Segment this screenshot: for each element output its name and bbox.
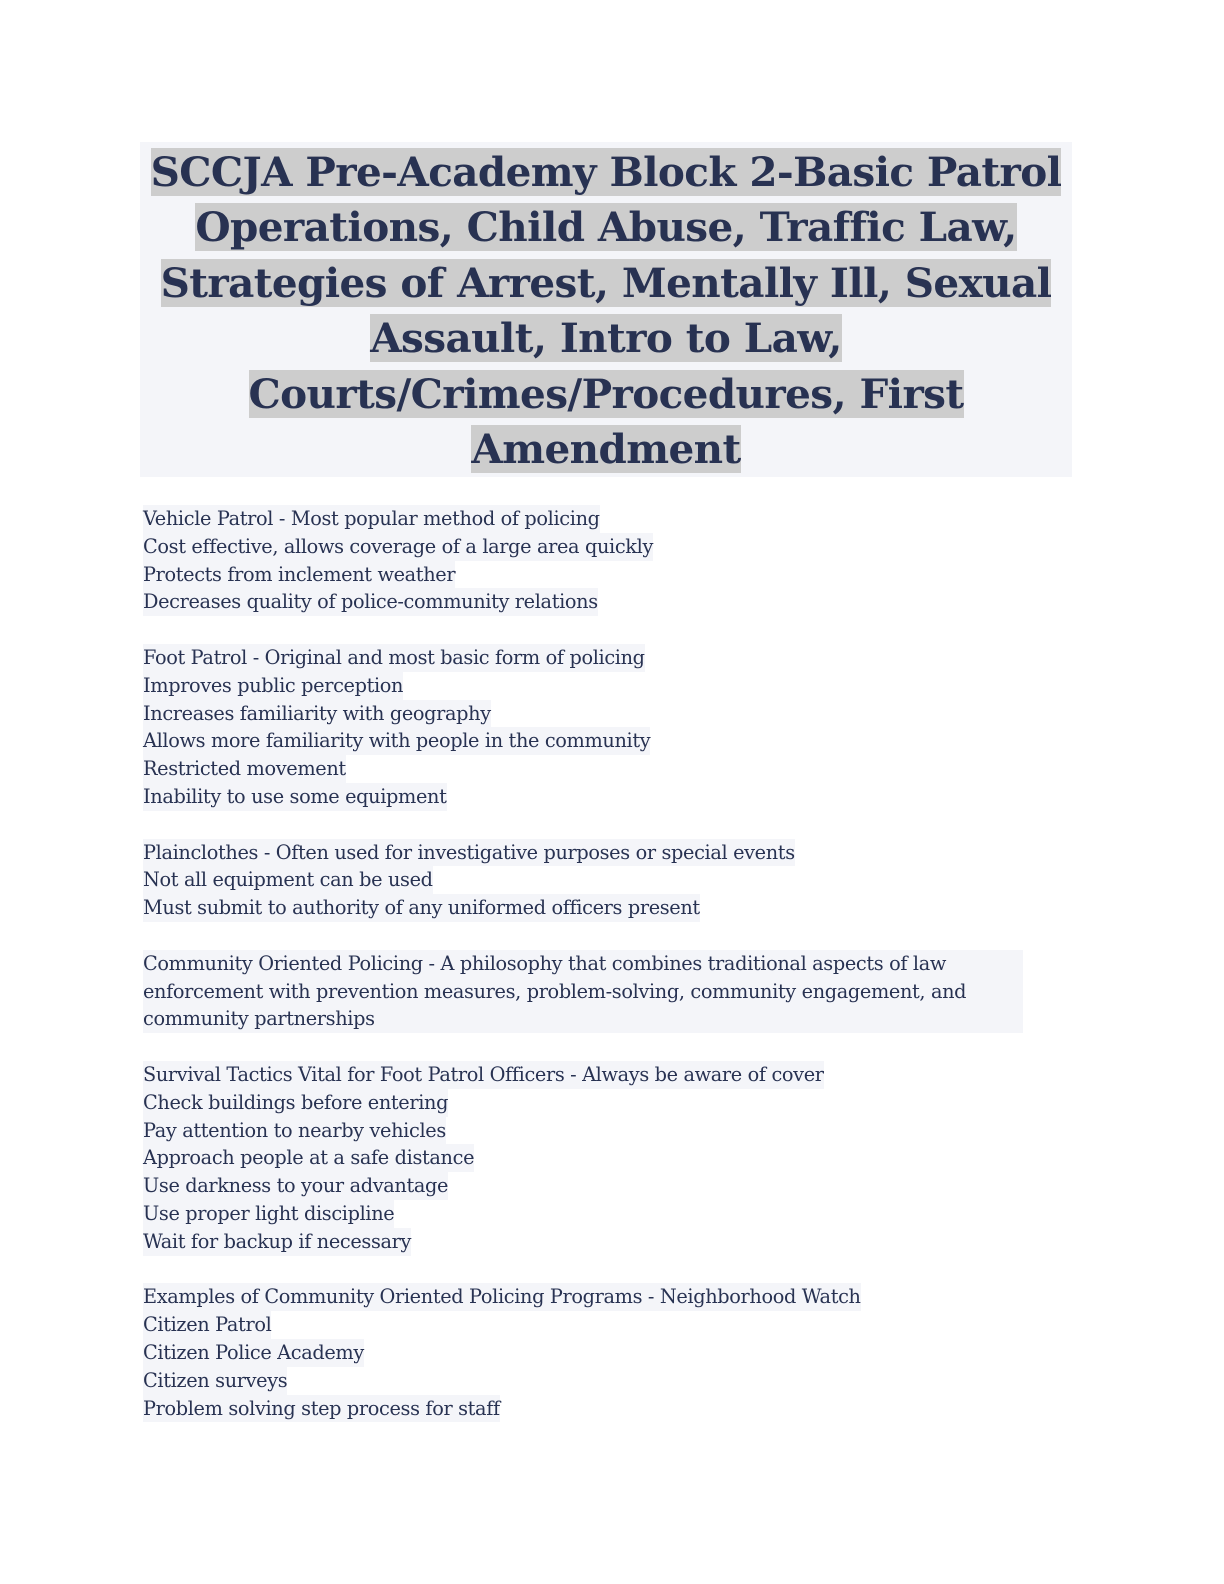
card-detail-line: Decreases quality of police-community relations: [143, 588, 598, 616]
card-detail-line: Allows more familiarity with people in the community: [143, 727, 650, 755]
card-detail-line: Use darkness to your advantage: [143, 1172, 448, 1200]
card-detail-line: Citizen Police Academy: [143, 1339, 364, 1367]
card-detail-line: Restricted movement: [143, 755, 346, 783]
flashcard-survival-tactics: [143, 1061, 1043, 1256]
title-line: Strategies of Arrest, Mentally Ill, Sexual: [160, 258, 1052, 307]
card-detail-line: Protects from inclement weather: [143, 561, 455, 589]
title-line: Amendment: [471, 425, 741, 474]
card-detail-line: Citizen Patrol: [143, 1311, 271, 1339]
document-title-block: [140, 142, 1072, 477]
card-detail-line: Wait for backup if necessary: [143, 1228, 411, 1256]
card-term-line: Foot Patrol - Original and most basic form of policing: [143, 644, 645, 672]
card-detail-line: Approach people at a safe distance: [143, 1144, 474, 1172]
card-detail-line: Pay attention to nearby vehicles: [143, 1117, 446, 1145]
card-term-line: Examples of Community Oriented Policing Programs - Neighborhood Watch: [143, 1283, 861, 1311]
card-term-line: Plainclothes - Often used for investigative purposes or special events: [143, 839, 795, 867]
card-detail-line: Problem solving step process for staff: [143, 1395, 500, 1423]
card-detail-line: Inability to use some equipment: [143, 783, 447, 811]
flashcard-foot-patrol: [143, 644, 1043, 811]
card-term-line: Community Oriented Policing - A philosophy that combines traditional aspects of law enforcement with prevention measures, problem-solving, community engagement, and community partnerships: [143, 950, 1023, 1033]
card-detail-line: Citizen surveys: [143, 1367, 287, 1395]
flashcard-vehicle-patrol: [143, 505, 1043, 616]
card-detail-line: Cost effective, allows coverage of a large area quickly: [143, 533, 653, 561]
card-term-line: Vehicle Patrol - Most popular method of policing: [143, 505, 600, 533]
title-line: Operations, Child Abuse, Traffic Law,: [195, 203, 1017, 252]
card-term-line: Survival Tactics Vital for Foot Patrol Officers - Always be aware of cover: [143, 1061, 824, 1089]
card-detail-line: Increases familiarity with geography: [143, 700, 491, 728]
card-detail-line: Not all equipment can be used: [143, 866, 433, 894]
flashcard-plainclothes: [143, 839, 1043, 922]
flashcard-list: [143, 505, 1043, 1450]
flashcard-community-oriented-policing: [143, 950, 1043, 1033]
card-detail-line: Must submit to authority of any uniformed officers present: [143, 894, 700, 922]
title-line: Courts/Crimes/Procedures, First: [248, 369, 964, 418]
card-detail-line: Check buildings before entering: [143, 1089, 448, 1117]
title-line: Assault, Intro to Law,: [370, 314, 842, 363]
card-detail-line: Use proper light discipline: [143, 1200, 394, 1228]
document-title: [140, 142, 1072, 477]
card-detail-line: Improves public perception: [143, 672, 403, 700]
flashcard-cop-programs: [143, 1283, 1043, 1422]
title-line: SCCJA Pre-Academy Block 2-Basic Patrol: [150, 148, 1062, 196]
